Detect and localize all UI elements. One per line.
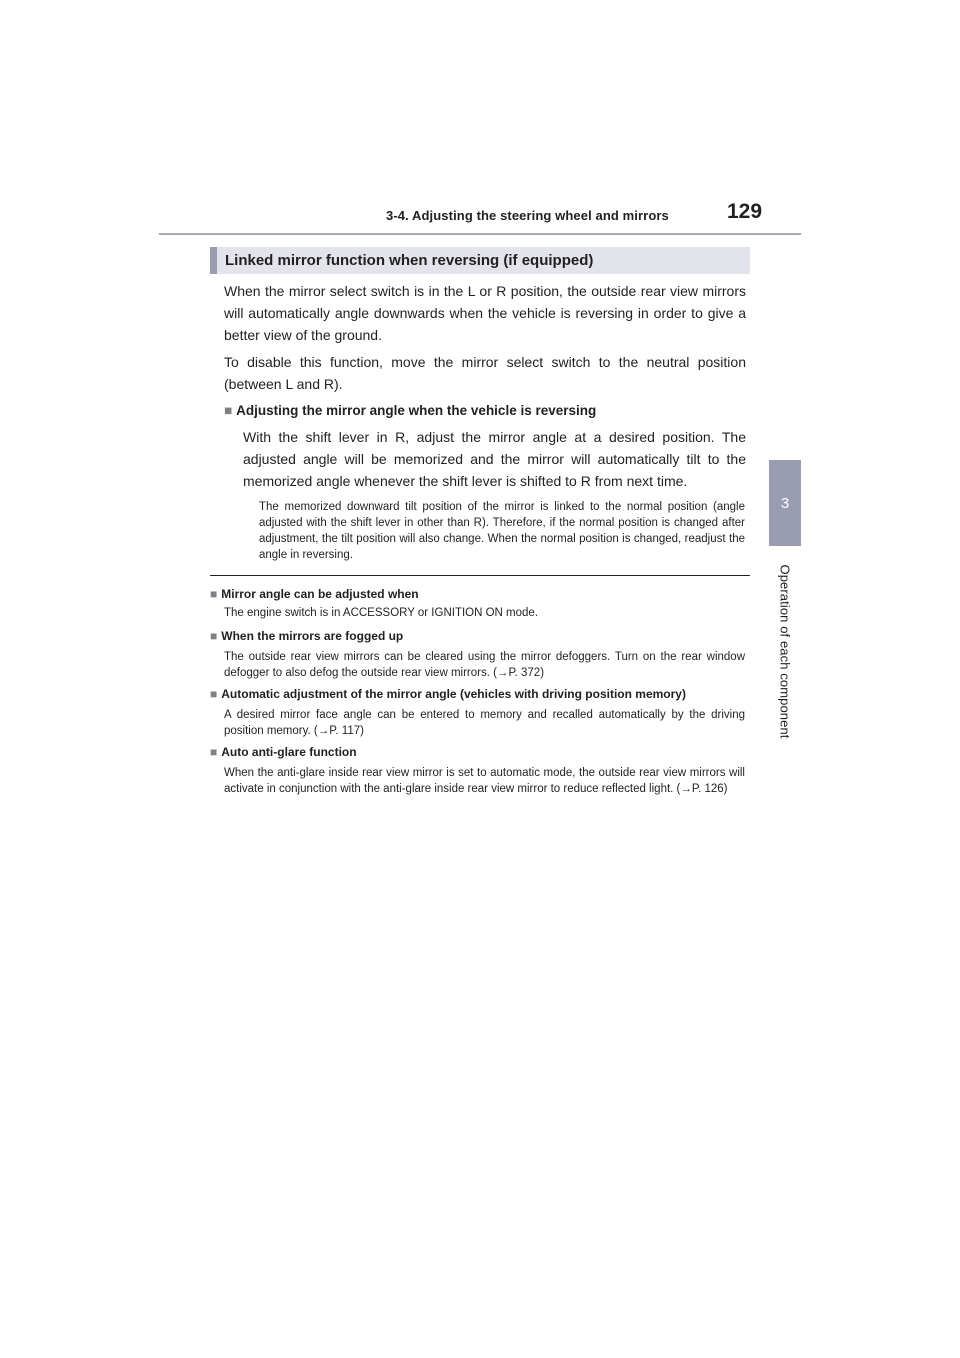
- square-bullet-icon: ■: [210, 587, 218, 601]
- chapter-tab[interactable]: [769, 460, 801, 546]
- paragraph-intro: When the mirror select switch is in the L or R position, the outside rear view mirrors will automatically angle downwards when the vehicle is reversing in order to give a better view of the ground.: [224, 283, 746, 343]
- section-divider: [210, 575, 750, 576]
- subsection-heading: [224, 401, 744, 421]
- square-bullet-icon: ■: [210, 687, 218, 701]
- square-bullet-icon: ■: [224, 403, 233, 418]
- note-heading: Automatic adjustment of the mirror angle (vehicles with driving position memory): [221, 687, 686, 701]
- page-number: 129: [727, 200, 763, 223]
- square-bullet-icon: ■: [210, 745, 218, 759]
- chapter-title-vertical: [771, 556, 799, 746]
- chapter-number: 3: [780, 494, 790, 512]
- note-body-3: A desired mirror face angle can be entered to memory and recalled automatically by the driving position memory. (→P. 117): [224, 709, 745, 737]
- paragraph-disable: To disable this function, move the mirror select switch to the neutral position (between L and R).: [224, 354, 746, 392]
- header-rule: [159, 233, 801, 235]
- section-heading: [210, 247, 750, 274]
- section-title: Linked mirror function when reversing (if equipped): [225, 252, 594, 269]
- note-body-4: When the anti-glare inside rear view mirror is set to automatic mode, the outside rear view mirrors will activate in conjunction with the anti-glare inside rear view mirror to reduce reflected light. (→P. 126): [224, 767, 745, 795]
- note-title-3: [210, 686, 745, 702]
- subsection-title: Adjusting the mirror angle when the vehicle is reversing: [236, 403, 597, 418]
- header-section-title: 3-4. Adjusting the steering wheel and mirrors: [386, 208, 669, 223]
- note-heading: When the mirrors are fogged up: [221, 629, 404, 643]
- note-title-1: [210, 586, 745, 602]
- square-bullet-icon: ■: [210, 629, 218, 643]
- note-title-4: [210, 744, 745, 760]
- subsection-body: With the shift lever in R, adjust the mirror angle at a desired position. The adjusted angle will be memorized and the mirror will automatically tilt to the memorized angle whenever the shift lever is shifted to R from next time.: [243, 429, 746, 489]
- chapter-title: Operation of each component: [777, 564, 793, 738]
- note-body-1: The engine switch is in ACCESSORY or IGNITION ON mode.: [224, 607, 539, 619]
- subsection-note: The memorized downward tilt position of the mirror is linked to the normal position (angle adjusted with the shift lever in other than R). Therefore, if the normal position is changed after adjustment, the tilt position will also change. When the normal position is changed, readjust the angle in reversing.: [259, 501, 745, 561]
- note-heading: Mirror angle can be adjusted when: [221, 587, 419, 601]
- note-heading: Auto anti-glare function: [221, 745, 357, 759]
- note-body-2: The outside rear view mirrors can be cleared using the mirror defoggers. Turn on the rear window defogger to also defog the outside rear view mirrors. (→P. 372): [224, 651, 745, 679]
- note-title-2: [210, 628, 745, 644]
